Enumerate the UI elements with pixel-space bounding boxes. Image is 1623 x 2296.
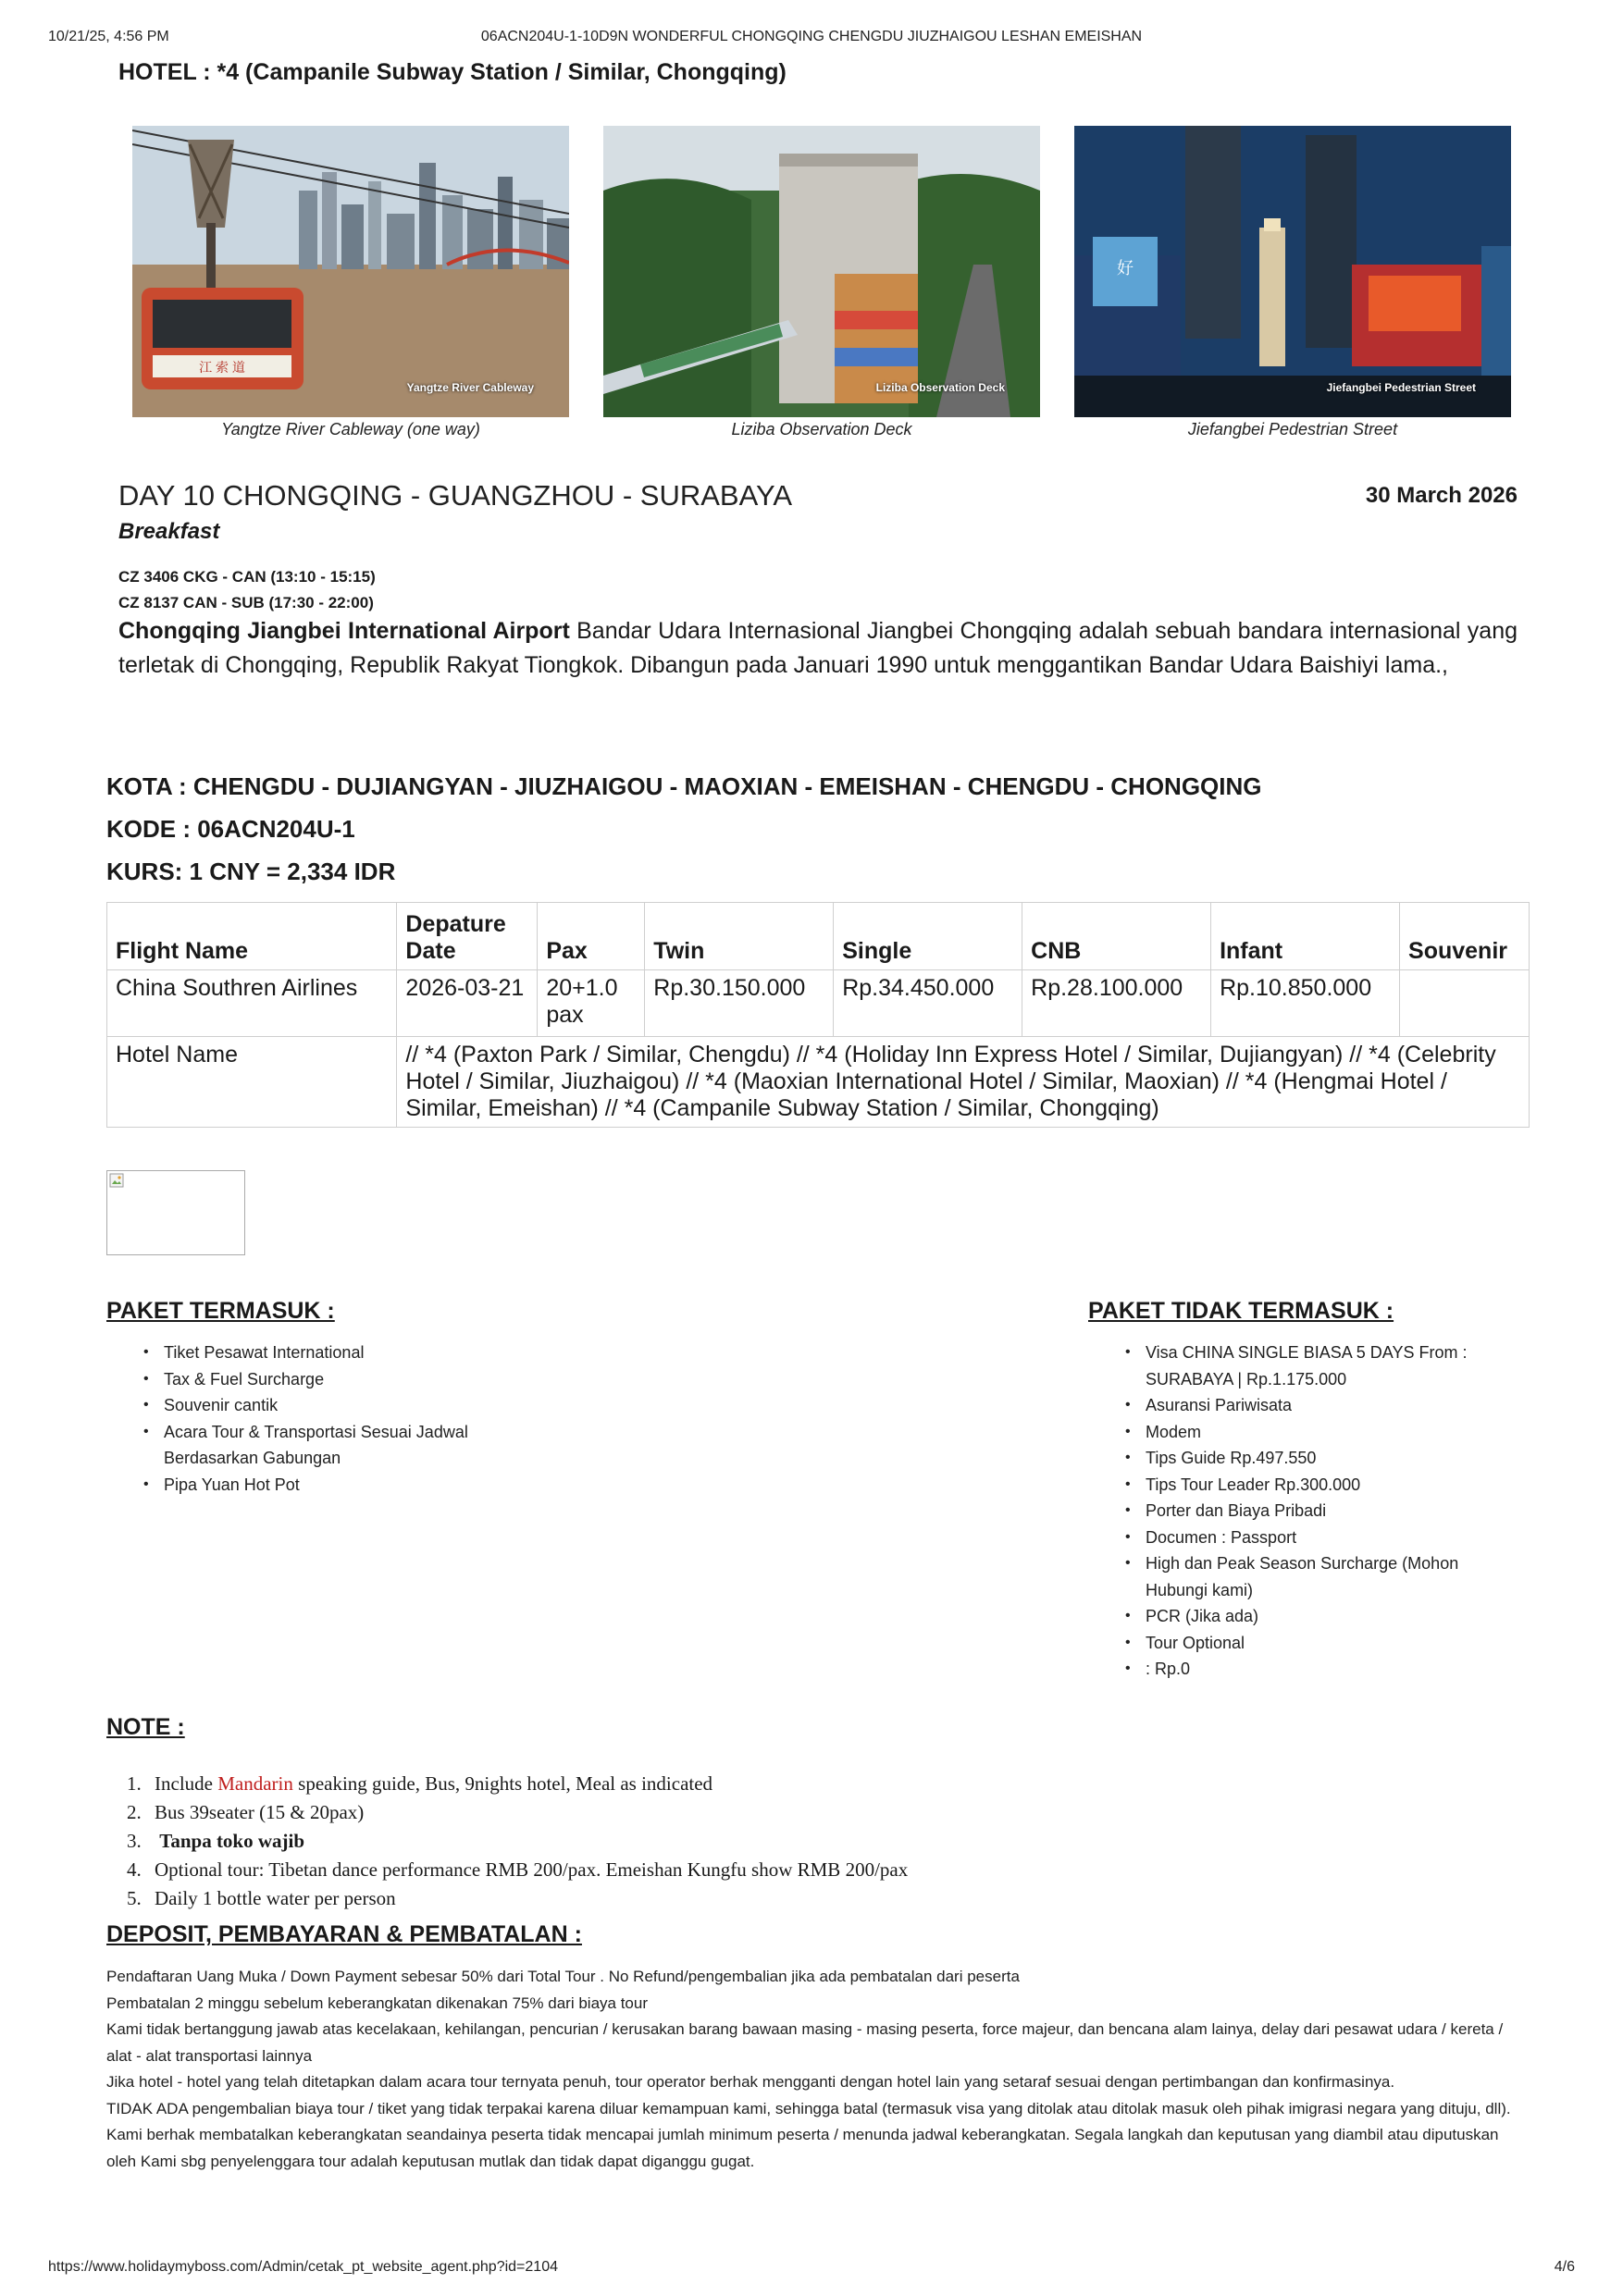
note-item: 1. Include Mandarin speaking guide, Bus, 9nights hotel, Meal as indicated [127,1772,713,1795]
day-date: 30 March 2026 [1365,483,1518,508]
table-header-cell: Twin [645,903,834,970]
photo-jiefangbei-street [1074,126,1511,417]
deposit-paragraph: Pendaftaran Uang Muka / Down Payment sebesar 50% dari Total Tour . No Refund/pengembalian jika ada pembatalan dari peserta [106,1968,1020,1985]
kode-line: KODE : 06ACN204U-1 [106,815,355,843]
photo-liziba-deck [603,126,1040,417]
deposit-title: DEPOSIT, PEMBAYARAN & PEMBATALAN : [106,1921,582,1947]
photo-caption: Jiefangbei Pedestrian Street [1187,420,1398,438]
list-item: • PCR (Jika ada) [1088,1603,1514,1630]
print-doc-title: 06ACN204U-1-10D9N WONDERFUL CHONGQING CHENGDU JIUZHAIGOU LESHAN EMEISHAN [480,29,1143,44]
table-cell: Hotel Name [107,1037,397,1128]
note-highlight: Mandarin [217,1772,293,1795]
table-header-cell: Pax [538,903,645,970]
note-item: 4. Optional tour: Tibetan dance performance RMB 200/pax. Emeishan Kungfu show RMB 200/pax [127,1858,909,1881]
table-header-cell: Depature Date [397,903,538,970]
broken-image-placeholder [106,1170,245,1255]
photo-overlay-label: Liziba Observation Deck [875,381,1005,394]
list-item: • High dan Peak Season Surcharge (Mohon Hubungi kami) [1088,1550,1514,1603]
photo-caption: Liziba Observation Deck [731,420,912,438]
svg-text:好: 好 [1117,259,1134,278]
table-header-cell: Infant [1211,903,1400,970]
deposit-paragraph: Kami tidak bertanggung jawab atas kecelakaan, kehilangan, pencurian / kerusakan barang bawaan masing - masing peserta, force majeur, dan bencana alam lainya, delay dari pesawat udara / kereta / alat - alat transportasi lainnya [106,2020,1504,2065]
note-list [106,1770,908,1913]
list-item: • Modem [1088,1419,1514,1446]
note-item: 3. Tanpa toko wajib [127,1830,305,1852]
broken-image-icon [109,1173,124,1188]
deposit-terms [106,1964,1531,2175]
table-cell: Rp.34.450.000 [834,970,1022,1037]
table-header-row [107,903,1530,970]
flight-line: CZ 8137 CAN - SUB (17:30 - 22:00) [118,594,374,611]
deposit-paragraph: TIDAK ADA pengembalian biaya tour / tiket yang tidak terpakai karena diluar kemampuan kami, sehingga batal (termasuk visa yang ditolak atau ditolak masuk oleh pihak imigrasi negara yang dituju, dll). [106,2099,1511,2117]
list-item: • Tips Tour Leader Rp.300.000 [1088,1472,1514,1499]
photo-yangtze-cableway [132,126,569,417]
photo-overlay-label: Yangtze River Cableway [406,381,534,394]
meal-label: Breakfast [118,519,220,544]
page-number: 4/6 [1554,2259,1575,2275]
table-row-hotels [107,1037,1530,1128]
airport-text: Bandar Udara Internasional Jiangbei Chongqing adalah sebuah bandara internasional yang terletak di Chongqing, Republik Rakyat Tiongkok. Dibangun pada Januari 1990 untuk menggantikan Bandar Udara Baishiyi lama., [118,618,1518,678]
airport-name: Chongqing Jiangbei International Airport [118,618,570,644]
table-cell: Rp.10.850.000 [1211,970,1400,1037]
list-item: • Acara Tour & Transportasi Sesuai Jadwal Berdasarkan Gabungan [106,1419,551,1472]
list-item: • Documen : Passport [1088,1524,1514,1551]
kurs-line: KURS: 1 CNY = 2,334 IDR [106,858,396,885]
day9-hotel-line: HOTEL : *4 (Campanile Subway Station / Similar, Chongqing) [118,59,787,85]
note-item: 2. Bus 39seater (15 & 20pax) [127,1801,365,1823]
list-item: • Asuransi Pariwisata [1088,1392,1514,1419]
excluded-title: PAKET TIDAK TERMASUK : [1088,1298,1394,1324]
table-row [107,970,1530,1037]
svg-text:江 索 道: 江 索 道 [199,360,245,375]
table-header-cell: Single [834,903,1022,970]
included-title: PAKET TERMASUK : [106,1298,335,1324]
list-item: • Tiket Pesawat International [106,1339,551,1366]
photo-overlay-label: Jiefangbei Pedestrian Street [1326,381,1476,394]
day-title: DAY 10 CHONGQING - GUANGZHOU - SURABAYA [118,479,793,512]
airport-description [118,614,1518,683]
table-cell: Rp.28.100.000 [1022,970,1211,1037]
note-title: NOTE : [106,1714,185,1740]
liziba-image [603,126,1040,417]
list-item: • Visa CHINA SINGLE BIASA 5 DAYS From : SURABAYA | Rp.1.175.000 [1088,1339,1514,1392]
table-cell [1400,970,1530,1037]
deposit-paragraph: Kami berhak membatalkan keberangkatan seandainya peserta tidak mencapai jumlah minimum peserta / menunda jadwal keberangkatan. Segala langkah dan keputusan yang diambil atau diputuskan oleh Kami sbg penyelenggara tour adalah keputusan mutlak dan tidak dapat diganggu gugat. [106,2126,1499,2170]
print-url: https://www.holidaymyboss.com/Admin/cetak_pt_website_agent.php?id=2104 [48,2259,558,2275]
table-header-cell: Flight Name [107,903,397,970]
list-item: • Porter dan Biaya Pribadi [1088,1498,1514,1524]
jiefangbei-image [1074,126,1511,417]
price-table [106,902,1530,1128]
table-cell: Rp.30.150.000 [645,970,834,1037]
print-datetime: 10/21/25, 4:56 PM [48,29,169,44]
included-list [106,1339,551,1498]
table-cell: 2026-03-21 [397,970,538,1037]
list-item: • Pipa Yuan Hot Pot [106,1472,551,1499]
flight-line: CZ 3406 CKG - CAN (13:10 - 15:15) [118,568,376,586]
table-header-cell: CNB [1022,903,1211,970]
kota-line: KOTA : CHENGDU - DUJIANGYAN - JIUZHAIGOU - MAOXIAN - EMEISHAN - CHENGDU - CHONGQING [106,772,1262,800]
hotel-list-cell: // *4 (Paxton Park / Similar, Chengdu) // *4 (Holiday Inn Express Hotel / Similar, Dujiangyan) // *4 (Celebrity Hotel / Similar, Jiuzhaigou) // *4 (Maoxian International Hotel / Similar, Maoxian) // *4 (Hengmai Hotel / Similar, Emeishan) // *4 (Campanile Subway Station / Similar, Chongqing) [397,1037,1530,1128]
cableway-image [132,126,569,417]
list-item: • Tax & Fuel Surcharge [106,1366,551,1393]
deposit-paragraph: Pembatalan 2 minggu sebelum keberangkatan dikenakan 75% dari biaya tour [106,1994,648,2012]
list-item: • Souvenir cantik [106,1392,551,1419]
excluded-list [1088,1339,1514,1683]
list-item: • : Rp.0 [1088,1656,1514,1683]
deposit-paragraph: Jika hotel - hotel yang telah ditetapkan dalam acara tour ternyata penuh, tour operator berhak mengganti dengan hotel lain yang setaraf sesuai dengan pertimbangan dan konfirmasinya. [106,2073,1395,2091]
list-item: • Tour Optional [1088,1630,1514,1657]
note-item: 5. Daily 1 bottle water per person [127,1887,396,1909]
table-header-cell: Souvenir [1400,903,1530,970]
table-cell: China Southren Airlines [107,970,397,1037]
list-item: • Tips Guide Rp.497.550 [1088,1445,1514,1472]
photo-caption: Yangtze River Cableway (one way) [221,420,480,438]
table-cell: 20+1.0 pax [538,970,645,1037]
